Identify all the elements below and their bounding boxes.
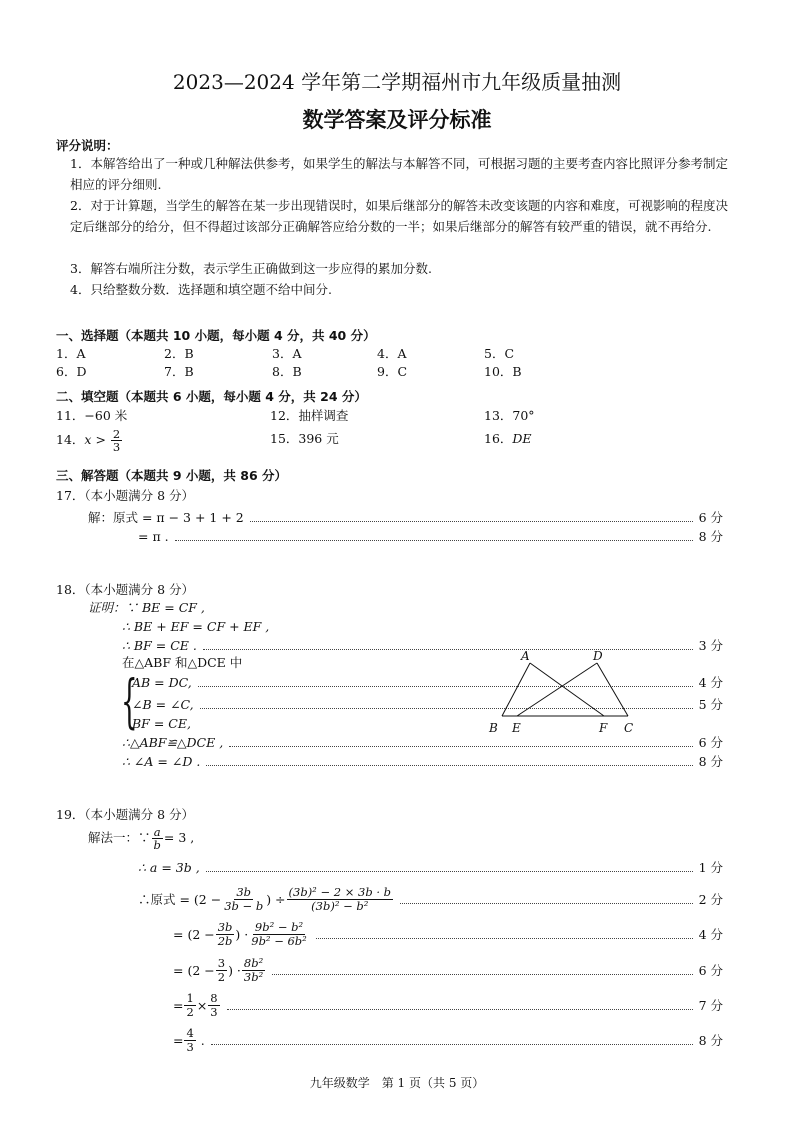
q18-line-9: ∴ ∠A = ∠D . — [122, 753, 201, 769]
document-title: 2023—2024 学年第二学期福州市九年级质量抽测 — [172, 70, 622, 94]
brace-symbol: { — [121, 667, 138, 735]
q19-line-4-prefix: = (2 − — [173, 926, 215, 942]
q19-line-4-frac-1 — [216, 921, 235, 946]
segment-af — [530, 663, 604, 716]
answer-14-fraction — [111, 428, 122, 453]
fraction-den: 3 — [210, 1004, 218, 1019]
q19-line-5-mid: ) · — [228, 962, 241, 978]
fraction-num: 1 — [186, 991, 194, 1006]
q19-line-4-frac-2 — [249, 921, 309, 946]
fraction-den: 2 — [217, 969, 226, 984]
q19-line-3-mid: ) ÷ — [266, 891, 286, 907]
q19-line-5-frac-2 — [242, 957, 265, 982]
q19-points-4: 4 分 — [698, 927, 723, 942]
q19-points-6: 7 分 — [698, 998, 723, 1013]
q19-line-7-suffix: . — [196, 1032, 205, 1048]
q19-line-6-mid: × — [196, 997, 208, 1013]
answer-6: 6．D — [56, 364, 87, 379]
answer-16-var: DE — [512, 431, 532, 446]
q19-step-3 — [138, 884, 723, 914]
answer-16 — [484, 433, 532, 446]
q18-line-4: 在△ABF 和△DCE 中 — [122, 655, 243, 670]
q19-line-7-prefix: = — [173, 1032, 184, 1048]
q19-line-3 — [138, 886, 394, 911]
note-2: 2．对于计算题，当学生的解答在某一步出现错误时，如果后继部分的解答未改变该题的内容和难度，可视影响的程度决定后继部分的给分，但不得超过该部分正确解答应给分数的一半；如果后继部分的解答有较严重的错误，就不再给分. — [70, 198, 728, 234]
q18-points-8: 6 分 — [698, 735, 723, 750]
answer-2: 2．B — [164, 346, 194, 361]
q17-points-1: 6 分 — [698, 510, 723, 525]
q17-line-2: = π . — [138, 528, 169, 544]
fraction-num: (3b)² − 2 × 3b · b — [288, 885, 392, 900]
q19-line-5 — [173, 957, 266, 982]
answer-1: 1．A — [56, 346, 86, 361]
fraction-den: 2 — [186, 1004, 194, 1019]
q18-points-3: 3 分 — [698, 638, 723, 653]
fraction-num: 9b² − b² — [254, 920, 304, 935]
fraction-den: 3 — [186, 1039, 194, 1054]
answer-11: 11．−60 米 — [56, 408, 128, 423]
answer-3: 3．A — [272, 346, 302, 361]
segment-ab — [502, 663, 530, 716]
q18-points-6: 5 分 — [698, 697, 723, 712]
notes-heading: 评分说明： — [56, 138, 119, 153]
label-c: C — [624, 721, 634, 735]
page-footer: 九年级数学 第 1 页（共 5 页） — [309, 1076, 485, 1090]
q19-line-3-frac-1 — [222, 886, 265, 911]
answer-16-prefix: 16． — [484, 431, 513, 446]
label-d: D — [593, 649, 603, 663]
leader-dots — [250, 521, 693, 522]
q17-step-2 — [138, 527, 723, 545]
q19-line-6-prefix: = — [173, 997, 184, 1013]
section2-heading: 二、填空题（本题共 6 小题，每小题 4 分，共 24 分） — [56, 389, 367, 404]
leader-dots — [206, 765, 692, 766]
q19-step-7 — [173, 1025, 723, 1055]
q18-line-5: AB = DC, — [132, 674, 192, 690]
q19-step-2 — [138, 858, 723, 876]
fraction-num: 4 — [186, 1026, 194, 1041]
segment-dc — [597, 663, 628, 716]
fraction-num: 2 — [112, 427, 121, 441]
q19-line-1-suffix: = 3 , — [163, 830, 195, 846]
q18-line-8: ∴△ABF≌△DCE , — [122, 734, 224, 750]
q19-line-1 — [88, 826, 194, 851]
note-3: 3．解答右端所注分数，表示学生正确做到这一步应得的累加分数. — [70, 261, 432, 276]
fraction-num: 8 — [210, 991, 218, 1006]
q18-line-2: ∴ BE + EF = CF + EF , — [122, 619, 270, 634]
q18-step-9 — [122, 752, 723, 770]
document-subtitle: 数学答案及评分标准 — [302, 108, 492, 132]
q19-line-5-frac-1 — [216, 957, 227, 982]
q19-line-4-mid: ) · — [235, 926, 249, 942]
q19-fraction-ab — [152, 826, 163, 851]
label-e: E — [512, 721, 521, 735]
q18-line-3: ∴ BF = CE . — [122, 637, 197, 653]
q18-heading: 18．（本小题满分 8 分） — [56, 582, 195, 597]
q19-line-4 — [173, 921, 310, 946]
q19-points-2: 1 分 — [698, 860, 723, 875]
note-1: 1．本解答给出了一种或几种解法供参考，如果学生的解法与本解答不同，可根据习题的主要考查内容比照评分参考制定相应的评分细则. — [70, 156, 728, 192]
q19-points-5: 6 分 — [698, 963, 723, 978]
answer-14-op: > — [91, 432, 110, 448]
q18-line-6: ∠B = ∠C, — [132, 696, 194, 712]
q19-step-5 — [173, 955, 723, 985]
fraction-den: (3b)² − b² — [311, 898, 369, 913]
q17-step-1 — [88, 508, 723, 526]
q19-step-6 — [173, 990, 723, 1020]
note-4: 4．只给整数分数．选择题和填空题不给中间分. — [70, 282, 332, 297]
answer-7: 7．B — [164, 364, 194, 379]
answer-10: 10．B — [484, 364, 522, 379]
fraction-den: b — [153, 838, 161, 853]
q19-points-3: 2 分 — [698, 892, 723, 907]
fraction-num: a — [153, 825, 161, 839]
label-a: A — [521, 649, 530, 663]
fraction-num: 3b — [217, 920, 233, 935]
q19-heading: 19．（本小题满分 8 分） — [56, 807, 195, 822]
q19-line-6-frac-1 — [184, 992, 195, 1017]
fraction-den: 9b² − 6b² — [251, 933, 307, 948]
q19-line-6-frac-2 — [208, 992, 219, 1017]
fraction-den: 3b² — [243, 969, 264, 984]
q19-line-7-frac — [184, 1027, 195, 1052]
q17-points-2: 8 分 — [698, 529, 723, 544]
answer-15: 15．396 元 — [270, 431, 339, 446]
answer-14-var: x — [84, 432, 92, 448]
fraction-num: 3b — [236, 885, 252, 900]
leader-dots — [400, 903, 693, 904]
q19-line-3-frac-2 — [287, 886, 393, 911]
label-f: F — [599, 721, 608, 735]
answer-9: 9．C — [377, 364, 408, 379]
leader-dots — [175, 540, 693, 541]
fraction-num: 8b² — [243, 956, 264, 971]
q19-line-7 — [173, 1027, 205, 1052]
answer-13: 13．70° — [484, 408, 535, 423]
q18-geometry-figure — [480, 645, 650, 740]
fraction-den: 2b — [217, 933, 233, 948]
q19-points-7: 8 分 — [698, 1033, 723, 1048]
q17-line-1: 解：原式 = π − 3 + 1 + 2 — [88, 510, 244, 525]
q19-line-5-prefix: = (2 − — [173, 962, 215, 978]
q19-line-2: ∴ a = 3b , — [138, 859, 200, 875]
q18-line-1: 证明：∵ BE = CF , — [88, 600, 205, 615]
leader-dots — [229, 746, 692, 747]
segment-ed — [517, 663, 597, 716]
answer-14-prefix: 14． — [56, 432, 85, 448]
q19-line-6 — [173, 992, 221, 1017]
leader-dots — [316, 938, 693, 939]
answer-5: 5．C — [484, 346, 515, 361]
section3-heading: 三、解答题（本题共 9 小题，共 86 分） — [56, 468, 288, 483]
q19-line-1-prefix: 解法一：∵ — [88, 830, 151, 846]
answer-12: 12．抽样调查 — [270, 408, 349, 423]
label-b: B — [489, 721, 498, 735]
answer-14 — [56, 428, 123, 453]
leader-dots — [206, 871, 693, 872]
fraction-den: 3 — [112, 440, 121, 455]
q19-line-3-prefix: ∴原式 = (2 − — [138, 892, 222, 907]
answer-4: 4．A — [377, 346, 407, 361]
leader-dots — [272, 974, 692, 975]
answer-8: 8．B — [272, 364, 302, 379]
leader-dots — [227, 1009, 693, 1010]
q18-points-5: 4 分 — [698, 675, 723, 690]
fraction-num: 3 — [217, 956, 226, 971]
q17-heading: 17．（本小题满分 8 分） — [56, 488, 195, 503]
fraction-den: 3b − b — [224, 898, 264, 913]
q18-points-9: 8 分 — [698, 754, 723, 769]
q19-step-4 — [173, 919, 723, 949]
q18-line-7: BF = CE, — [132, 716, 191, 731]
leader-dots — [211, 1044, 693, 1045]
section1-heading: 一、选择题（本题共 10 小题，每小题 4 分，共 40 分） — [56, 328, 376, 343]
